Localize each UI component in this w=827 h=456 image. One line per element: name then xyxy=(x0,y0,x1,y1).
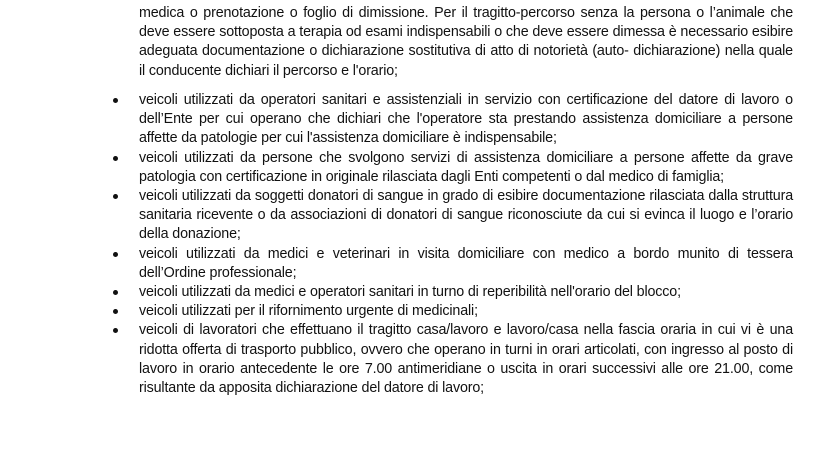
list-item xyxy=(139,245,793,283)
list-item-text: veicoli utilizzati per il rifornimento urgente di medicinali; xyxy=(139,303,478,320)
bullet-icon xyxy=(113,290,118,295)
list-item xyxy=(139,302,793,321)
bullet-icon xyxy=(113,328,118,333)
bullet-icon xyxy=(113,252,118,257)
bullet-icon xyxy=(113,98,118,103)
list-item-text: veicoli utilizzati da persone che svolgono servizi di assistenza domiciliare a persone affette da grave patologia con certificazione in originale rilasciata dagli Enti competenti o dal medico di famiglia; xyxy=(139,149,793,185)
exemption-list xyxy=(139,91,793,398)
list-item-text: veicoli utilizzati da medici e veterinari in visita domiciliare con medico a bordo munito di tessera dell’Ordine professionale; xyxy=(139,245,793,281)
list-item-text: veicoli di lavoratori che effettuano il tragitto casa/lavoro e lavoro/casa nella fascia oraria in cui vi è una ridotta offerta di trasporto pubblico, ovvero che operano in turni in orari articolati, con ingresso al posto di lavoro in orario antecedente le ore 7.00 antimeridiane o uscita in orari successivi alle ore 21.00, come risultante da apposita dichiarazione del datore di lavoro; xyxy=(139,322,793,397)
bullet-icon xyxy=(113,194,118,199)
list-item-text: veicoli utilizzati da soggetti donatori di sangue in grado di esibire documentazione rilasciata dalla struttura sanitaria ricevente o da associazioni di donatori di sangue riconosciute da cui si evinca il luogo e l’orario della donazione; xyxy=(139,188,793,243)
list-item-text: veicoli utilizzati da operatori sanitari e assistenziali in servizio con certificazione del datore di lavoro o dell’Ente per cui operano che dichiari che l'operatore sta prestando assistenza domiciliare a persone affette da patologie per cui l'assistenza domiciliare è indispensabile; xyxy=(139,92,793,147)
list-item xyxy=(139,149,793,187)
lead-paragraph: medica o prenotazione o foglio di dimissione. Per il tragitto-percorso senza la persona o l’animale che deve essere sottoposta a terapia od esami indispensabili o che deve essere dimessa è necessario esibire adeguata documentazione o dichiarazione sostitutiva di atto di notorietà (auto- dichiarazione) nella quale il conducente dichiari il percorso e l'orario; xyxy=(139,5,793,79)
list-item-text: veicoli utilizzati da medici e operatori sanitari in turno di reperibilità nell'orario del blocco; xyxy=(139,284,681,301)
bullet-icon xyxy=(113,309,118,314)
list-item xyxy=(139,187,793,245)
bullet-icon xyxy=(113,156,118,161)
list-item xyxy=(139,91,793,149)
list-item xyxy=(139,321,793,398)
list-item xyxy=(139,283,793,302)
